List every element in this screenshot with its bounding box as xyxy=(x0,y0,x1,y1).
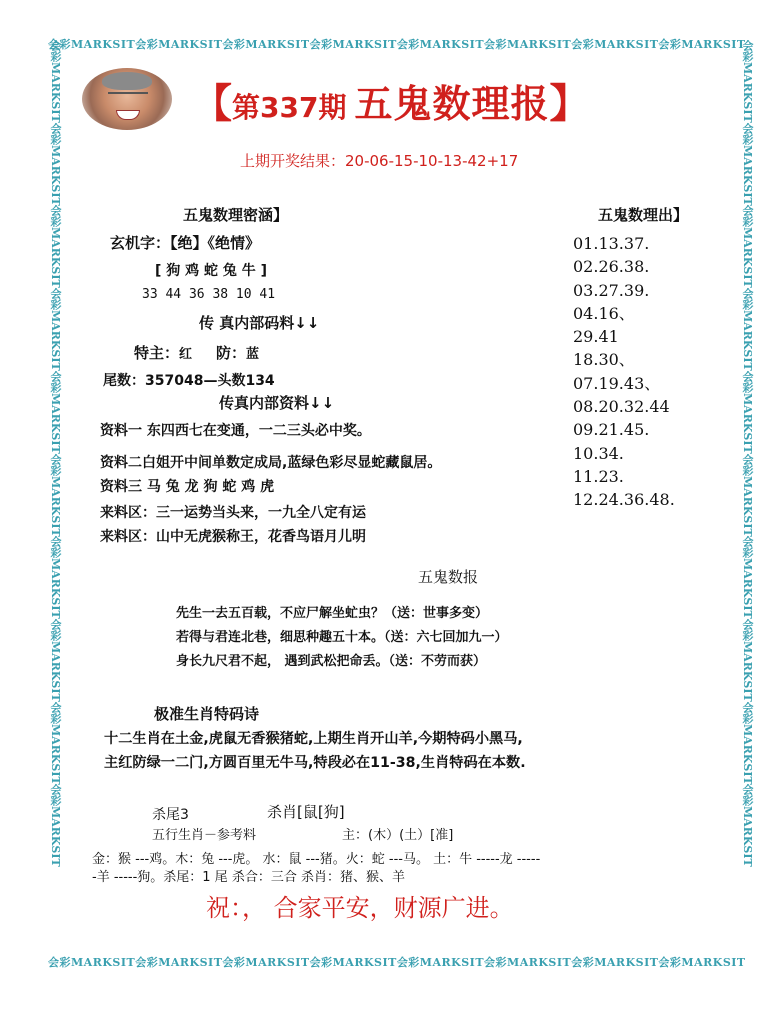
blessing-text: 祝：， 合家平安，财源广进。 xyxy=(206,894,514,922)
zhu-text: 主：(木）(土）[准] xyxy=(342,828,454,843)
wuxing-line-2: -羊 -----狗。杀尾：1 尾 杀合：三合 杀肖：猪、猴、羊 xyxy=(92,870,405,885)
number-list: 33 44 36 38 10 41 xyxy=(142,287,276,302)
shaxiao-text: 杀肖[鼠[狗] xyxy=(267,803,345,821)
ziliao-1: 资料一 东四西七在变通，一二三头必中奖。 xyxy=(100,423,371,439)
page-title xyxy=(192,72,589,129)
list-item: 29.41 xyxy=(573,327,619,347)
xuanji-text: 玄机字：【绝】《绝情》 xyxy=(110,234,261,252)
top-border-watermark: 会彩MARKSIT会彩MARKSIT会彩MARKSIT会彩MARKSIT会彩MARKSIT会彩MARKSIT会彩MARKSIT会彩MARKSIT xyxy=(48,38,746,51)
poem-line-2: 主红防绿一二门,方圆百里无牛马,特段必在11-38,生肖特码在本数. xyxy=(104,755,526,771)
ziliao-2: 资料二白姐开中间单数定成局,蓝绿色彩尽显蛇藏鼠居。 xyxy=(100,455,442,471)
weishu-row: 尾数：357048—头数134 xyxy=(103,373,275,389)
poem-title: 极准生肖特码诗 xyxy=(154,705,260,723)
wugui-line-1: 先生一去五百载，不应尸解坐虻虫？（送：世事多变） xyxy=(176,606,489,621)
list-item: 09.21.45. xyxy=(573,420,650,440)
fang-label: 防： xyxy=(216,344,247,362)
tezhu-label: 特主： xyxy=(134,344,180,362)
wuxing-text: 五行生肖－参考料 xyxy=(152,828,257,843)
list-item: 02.26.38. xyxy=(573,257,650,277)
border-text: 会彩MARKSIT xyxy=(48,38,136,51)
title-bracket-close: 】 xyxy=(549,81,590,127)
left-section-title: 五鬼数理密涵】 xyxy=(183,206,289,224)
last-result: 上期开奖结果：20-06-15-10-13-42+17 xyxy=(240,152,519,170)
fang-value: 蓝 xyxy=(246,347,260,362)
right-section-title: 五鬼数理出】 xyxy=(598,206,689,224)
zodiac-list: [ 狗 鸡 蛇 兔 牛 ] xyxy=(155,263,268,279)
paper-title: 五鬼数理报 xyxy=(354,81,550,126)
right-border-watermark: 会彩MARKSIT 会彩MARKSIT 会彩MARKSIT 会彩MARKSIT 会彩MARKSIT 会彩MARKSIT 会彩MARKSIT 会彩MARKSIT 会彩MARKSIT 会彩MARKSIT xyxy=(741,40,754,868)
shawei-text: 杀尾3 xyxy=(152,807,189,823)
list-item: 07.19.43、 xyxy=(573,373,661,393)
ziliao-3: 资料三 马 兔 龙 狗 蛇 鸡 虎 xyxy=(100,479,275,495)
list-item: 04.16、 xyxy=(573,303,635,323)
poem-line-1: 十二生肖在土金,虎鼠无香猴猪蛇,上期生肖开山羊,今期特码小黑马, xyxy=(104,731,523,747)
bottom-border-watermark: 会彩MARKSIT会彩MARKSIT会彩MARKSIT会彩MARKSIT会彩MARKSIT会彩MARKSIT会彩MARKSIT会彩MARKSIT xyxy=(48,956,746,969)
list-item: 10.34. xyxy=(573,443,624,463)
wuxing-line-1: 金：猴 ---鸡。木：兔 ---虎。 水：鼠 ---猪。火：蛇 ---马。 土：牛 -----龙 ----- xyxy=(92,852,541,867)
fax-heading-1: 传 真内部码料↓↓ xyxy=(199,314,320,332)
list-item: 08.20.32.44 xyxy=(573,397,670,417)
number-sequence-list xyxy=(573,232,675,512)
author-avatar xyxy=(82,68,172,130)
issue-number: 第337期 xyxy=(232,91,347,124)
list-item: 11.23. xyxy=(573,466,624,486)
wugui-line-2: 若得与君连北巷，细思种趣五十本。（送：六七回加九一） xyxy=(176,630,508,645)
wugui-line-3: 身长九尺君不起， 遇到武松把命丢。（送：不劳而获） xyxy=(176,654,487,669)
title-bracket-open: 【 xyxy=(192,81,232,127)
list-item: 01.13.37. xyxy=(573,234,650,253)
list-item: 18.30、 xyxy=(573,350,635,370)
left-border-watermark: 会彩MARKSIT 会彩MARKSIT 会彩MARKSIT 会彩MARKSIT 会彩MARKSIT 会彩MARKSIT 会彩MARKSIT 会彩MARKSIT 会彩MARKSIT 会彩MARKSIT xyxy=(49,40,62,868)
wugui-title: 五鬼数报 xyxy=(418,568,479,586)
laiyuan-1: 来料区：三一运势当头来，一九全八定有运 xyxy=(100,505,366,521)
laiyuan-2: 来料区：山中无虎猴称王，花香鸟语月儿明 xyxy=(100,529,366,545)
tezhu-row xyxy=(134,342,259,363)
list-item: 12.24.36.48. xyxy=(573,490,675,510)
tezhu-value: 红 xyxy=(179,347,193,362)
list-item: 03.27.39. xyxy=(573,280,650,300)
fax-heading-2: 传真内部资料↓↓ xyxy=(219,394,335,412)
